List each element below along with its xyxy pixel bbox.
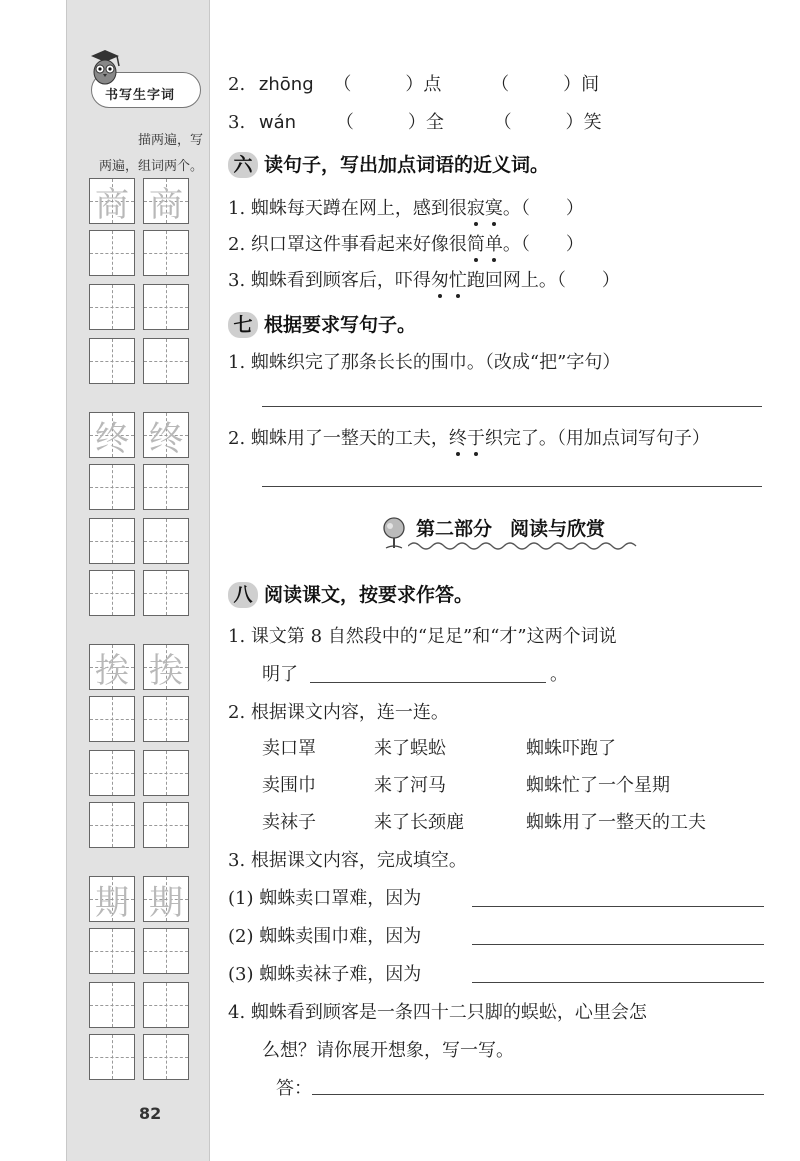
dotted-char: 忙: [449, 266, 467, 292]
s8-q1-line1: [228, 622, 617, 648]
s6-q1: [228, 194, 584, 220]
s8-q4-line1: [228, 998, 647, 1024]
write-cell[interactable]: [143, 518, 189, 564]
s5-q2: [228, 70, 599, 96]
part-2-title: [380, 508, 640, 554]
s6-q1-num: 1.: [228, 198, 246, 219]
match-item[interactable]: 蜘蛛用了一整天的工夫: [526, 812, 706, 833]
s8-q3-item-1: (1) 蜘蛛卖口罩难，因为: [228, 888, 422, 909]
s8-q3-answer-line-3[interactable]: [472, 982, 764, 983]
write-cell[interactable]: [143, 570, 189, 616]
s8-q4-answer-label: 答：: [276, 1078, 312, 1099]
write-cell[interactable]: [143, 696, 189, 742]
write-cell[interactable]: [143, 1034, 189, 1080]
s8-q3-text: 根据课文内容，完成填空。: [250, 850, 467, 871]
match-item[interactable]: 蜘蛛吓跑了: [526, 738, 616, 759]
s6-q3: [228, 266, 620, 292]
dotted-char: 单: [485, 230, 503, 256]
trace-cell: [89, 178, 135, 224]
write-cell[interactable]: [89, 464, 135, 510]
section-8-number: 八: [228, 582, 258, 608]
s6-q3-num: 3.: [228, 270, 246, 291]
s5-q3-word-b: 笑: [583, 112, 602, 133]
s5-q2-word-b: 间: [581, 74, 600, 95]
s5-q2-paren-a[interactable]: （ ）: [333, 74, 424, 95]
part-2-name: 阅读与欣赏: [510, 518, 606, 540]
s8-q3: [228, 846, 467, 872]
trace-cell: [89, 412, 135, 458]
write-cell[interactable]: [143, 982, 189, 1028]
s5-q2-paren-b[interactable]: （ ）: [491, 74, 582, 95]
write-cell[interactable]: [89, 338, 135, 384]
s5-q3: [228, 108, 602, 134]
s6-q2: [228, 230, 584, 256]
s5-q3-paren-b[interactable]: （ ）: [493, 112, 584, 133]
section-7-heading: [228, 310, 416, 338]
match-item[interactable]: 来了河马: [374, 775, 446, 796]
write-cell[interactable]: [89, 928, 135, 974]
match-column-1: [262, 734, 316, 845]
match-column-3: [526, 734, 706, 845]
s5-q3-pinyin: wán: [258, 112, 297, 133]
write-cell[interactable]: [89, 696, 135, 742]
trace-char: 商: [95, 184, 129, 225]
section-6-number: 六: [228, 152, 258, 178]
s8-q1-text: 课文第 8 自然段中的“足足”和“才”这两个词说: [250, 626, 617, 647]
s8-q2: [228, 698, 449, 724]
s6-q1-answer-paren[interactable]: 。（ ）: [502, 198, 584, 219]
s8-q4-answer-line[interactable]: [312, 1094, 764, 1095]
write-cell[interactable]: [143, 750, 189, 796]
s8-q3-item-3: (3) 蜘蛛卖袜子难，因为: [228, 964, 422, 985]
sidebar-badge: [83, 46, 203, 118]
s5-q2-pinyin: zhōng: [258, 74, 314, 95]
instruction-line-2: 两遍，组词两个。: [98, 159, 203, 174]
s7-q2-num: 2.: [228, 428, 246, 449]
s8-q1-end: 。: [550, 664, 568, 685]
match-item[interactable]: 来了蜈蚣: [374, 738, 446, 759]
trace-char: 期: [95, 882, 129, 923]
write-cell[interactable]: [143, 928, 189, 974]
s5-q2-word-a: 点: [423, 74, 442, 95]
s8-q1-num: 1.: [228, 626, 246, 647]
s7-q1-answer-line[interactable]: [262, 406, 762, 407]
write-cell[interactable]: [143, 802, 189, 848]
match-item[interactable]: 卖口罩: [262, 738, 316, 759]
s8-q4-line2: 么想？请你展开想象，写一写。: [262, 1040, 514, 1061]
write-cell[interactable]: [89, 284, 135, 330]
s7-q2-answer-line[interactable]: [262, 486, 762, 487]
s8-q1-text-2: 明了: [262, 664, 298, 685]
dotted-char: 匆: [431, 266, 449, 292]
match-item[interactable]: 来了长颈鹿: [374, 812, 464, 833]
dotted-char: 寂: [467, 194, 485, 220]
trace-char: 终: [95, 418, 129, 459]
s6-q2-num: 2.: [228, 234, 246, 255]
sidebar-title: 书写生字词: [105, 88, 176, 103]
dotted-char: 于: [467, 424, 485, 450]
s6-q2-text: 织口罩这件事看起来好像很: [250, 234, 467, 255]
s8-q3-item-2: (2) 蜘蛛卖围巾难，因为: [228, 926, 422, 947]
decorative-wave: [408, 540, 640, 552]
s5-q3-paren-a[interactable]: （ ）: [335, 112, 426, 133]
write-cell[interactable]: [143, 230, 189, 276]
match-column-2: [374, 734, 464, 845]
s5-q2-num: 2.: [228, 74, 246, 95]
dotted-char: 简: [467, 230, 485, 256]
section-6-title: 读句子，写出加点词语的近义词。: [264, 154, 550, 176]
page-number: 82: [139, 1104, 162, 1123]
write-cell[interactable]: [89, 982, 135, 1028]
instruction-line-1: 描两遍，写: [137, 133, 203, 148]
trace-cell: [89, 876, 135, 922]
write-cell[interactable]: [89, 802, 135, 848]
trace-char: 挨: [149, 650, 183, 691]
trace-cell: [143, 412, 189, 458]
write-cell[interactable]: [143, 464, 189, 510]
trace-cell: [143, 876, 189, 922]
match-item[interactable]: 蜘蛛忙了一个星期: [526, 775, 670, 796]
sidebar-instruction: [85, 128, 203, 180]
write-cell[interactable]: [89, 1034, 135, 1080]
s8-q3-answer-line-1[interactable]: [472, 906, 764, 907]
s8-q3-num: 3.: [228, 850, 246, 871]
s6-q2-answer-paren[interactable]: 。（ ）: [502, 234, 584, 255]
s7-q1: [228, 348, 620, 374]
section-8-title: 阅读课文，按要求作答。: [264, 584, 474, 606]
trace-cell: [143, 178, 189, 224]
s7-q1-text: 蜘蛛织完了那条长长的围巾。（改成“把”字句）: [250, 352, 621, 373]
write-cell[interactable]: [89, 230, 135, 276]
trace-cell: [143, 644, 189, 690]
write-cell[interactable]: [143, 338, 189, 384]
section-7-number: 七: [228, 312, 258, 338]
s8-q2-text: 根据课文内容，连一连。: [250, 702, 449, 723]
section-8-heading: [228, 580, 473, 608]
sidebar-strip: [66, 0, 210, 1161]
match-item[interactable]: 卖围巾: [262, 775, 316, 796]
trace-char: 期: [149, 882, 183, 923]
s8-q4-text: 蜘蛛看到顾客是一条四十二只脚的蜈蚣，心里会怎: [250, 1002, 647, 1023]
s8-q1-answer-line[interactable]: [310, 682, 546, 683]
dotted-char: 终: [449, 424, 467, 450]
trace-char: 终: [149, 418, 183, 459]
s5-q3-num: 3.: [228, 112, 246, 133]
s5-q3-word-a: 全: [425, 112, 444, 133]
write-cell[interactable]: [89, 518, 135, 564]
s8-q2-num: 2.: [228, 702, 246, 723]
s8-q1-line2: [262, 660, 298, 686]
part-2-number: 第二部分: [416, 518, 493, 540]
s6-q3-text: 蜘蛛看到顾客后，吓得: [250, 270, 431, 291]
write-cell[interactable]: [143, 284, 189, 330]
section-6-heading: [228, 150, 549, 178]
s8-q3-answer-line-2[interactable]: [472, 944, 764, 945]
s7-q2: [228, 424, 710, 450]
part-2-label: [416, 514, 605, 541]
dotted-char: 寞: [485, 194, 503, 220]
write-cell[interactable]: [89, 750, 135, 796]
s7-q2-text: 蜘蛛用了一整天的工夫，: [250, 428, 449, 449]
s7-q2-text-end: 织完了。（用加点词写句子）: [484, 428, 710, 449]
s8-q4-num: 4.: [228, 1002, 246, 1023]
section-7-title: 根据要求写句子。: [264, 314, 417, 336]
trace-char: 商: [149, 184, 183, 225]
s7-q1-num: 1.: [228, 352, 246, 373]
write-cell[interactable]: [89, 570, 135, 616]
s6-q1-text: 蜘蛛每天蹲在网上，感到很: [250, 198, 467, 219]
s6-q3-answer-paren[interactable]: 跑回网上。（ ）: [466, 270, 620, 291]
trace-cell: [89, 644, 135, 690]
trace-char: 挨: [95, 650, 129, 691]
match-item[interactable]: 卖袜子: [262, 812, 316, 833]
